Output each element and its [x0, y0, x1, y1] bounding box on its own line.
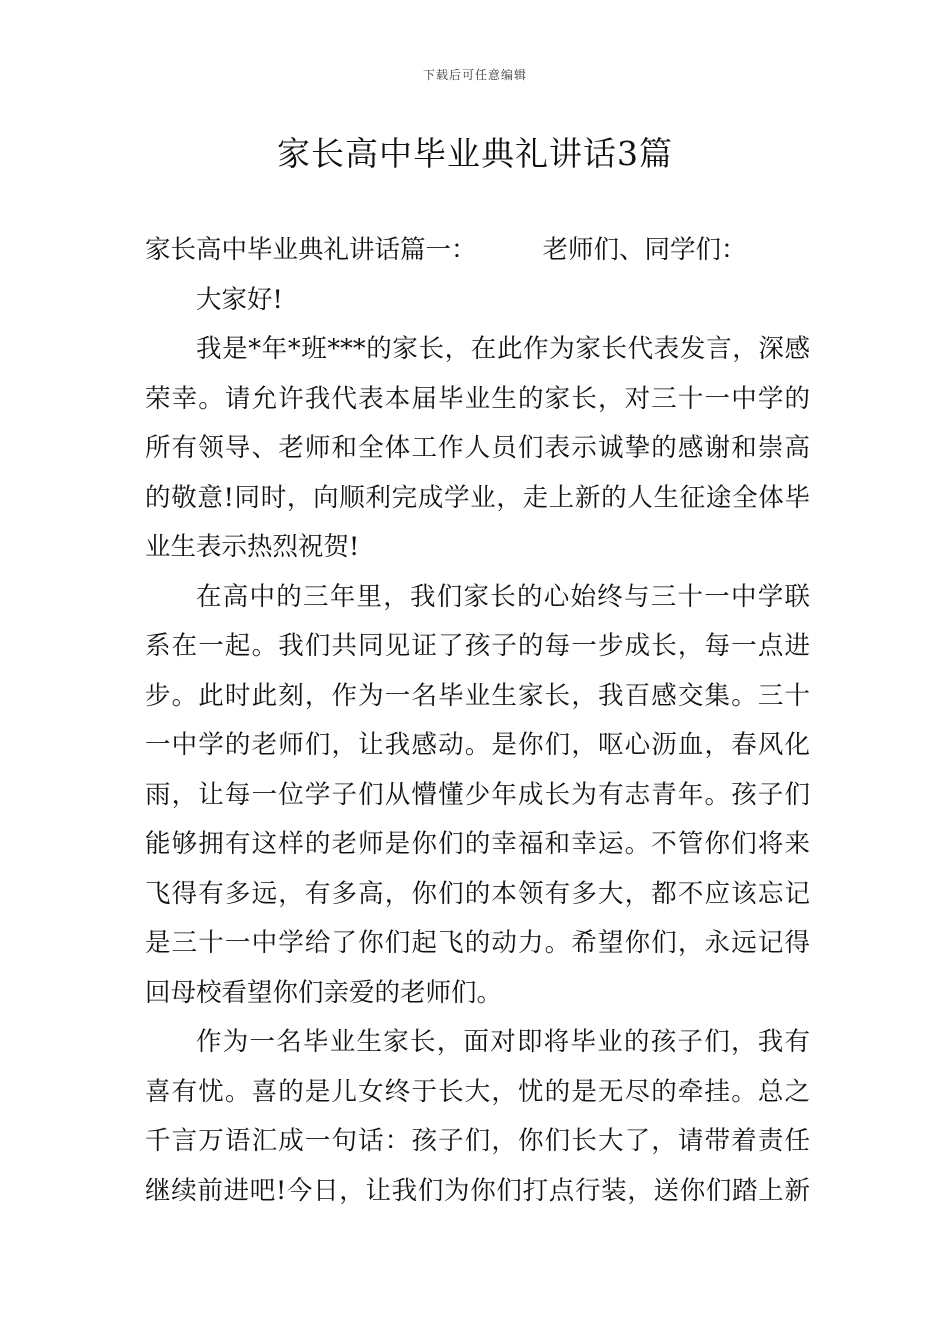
paragraph-line: 喜有忧。喜的是儿女终于长大，忧的是无尽的牵挂。总之 — [145, 1076, 810, 1107]
paragraph-line: 作为一名毕业生家长，面对即将毕业的孩子们，我有 — [196, 1027, 810, 1057]
paragraph-line: 千言万语汇成一句话：孩子们，你们长大了，请带着责任 — [145, 1126, 810, 1156]
paragraph-line: 飞得有多远，有多高，你们的本领有多大，都不应该忘记 — [145, 878, 810, 909]
paragraph-line: 是三十一中学给了你们起飞的动力。希望你们，永远记得 — [145, 928, 810, 958]
paragraph-line: 业生表示热烈祝贺! — [145, 532, 360, 562]
paragraph-line: 能够拥有这样的老师是你们的幸福和幸运。不管你们将来 — [145, 829, 810, 859]
paragraph-line: 我是*年*班***的家长，在此作为家长代表发言，深感 — [196, 334, 810, 364]
header-note: 下载后可任意编辑 — [422, 68, 527, 82]
document-body — [145, 226, 810, 1216]
paragraph-line: 系在一起。我们共同见证了孩子的每一步成长，每一点进 — [145, 631, 810, 661]
paragraph-line: 所有领导、老师和全体工作人员们表示诚挚的感谢和崇高 — [145, 433, 810, 463]
section-label: 家长高中毕业典礼讲话篇一： — [145, 235, 477, 265]
paragraph-line: 在高中的三年里，我们家长的心始终与三十一中学联 — [196, 581, 810, 612]
paragraph-line: 回母校看望你们亲爱的老师们。 — [145, 977, 503, 1008]
document-title: 家长高中毕业典礼讲话3篇 — [277, 134, 673, 173]
salutation: 老师们、同学们： — [542, 235, 747, 265]
paragraph-line: 继续前进吧!今日，让我们为你们打点行装，送你们踏上新 — [145, 1175, 810, 1206]
paragraph-2 — [145, 573, 810, 1019]
intro-line — [145, 226, 810, 276]
paragraph-line: 一中学的老师们，让我感动。是你们，呕心沥血，春风化 — [145, 730, 810, 760]
paragraph-line: 荣幸。请允许我代表本届毕业生的家长，对三十一中学的 — [145, 383, 810, 414]
paragraph-line: 步。此时此刻，作为一名毕业生家长，我百感交集。三十 — [145, 680, 810, 711]
paragraph-3 — [145, 1018, 810, 1216]
greeting: 大家好! — [196, 284, 283, 315]
paragraph-line: 的敬意!同时，向顺利完成学业，走上新的人生征途全体毕 — [145, 482, 810, 513]
paragraph-line: 雨，让每一位学子们从懵懂少年成长为有志青年。孩子们 — [145, 779, 810, 810]
paragraph-1 — [145, 325, 810, 573]
